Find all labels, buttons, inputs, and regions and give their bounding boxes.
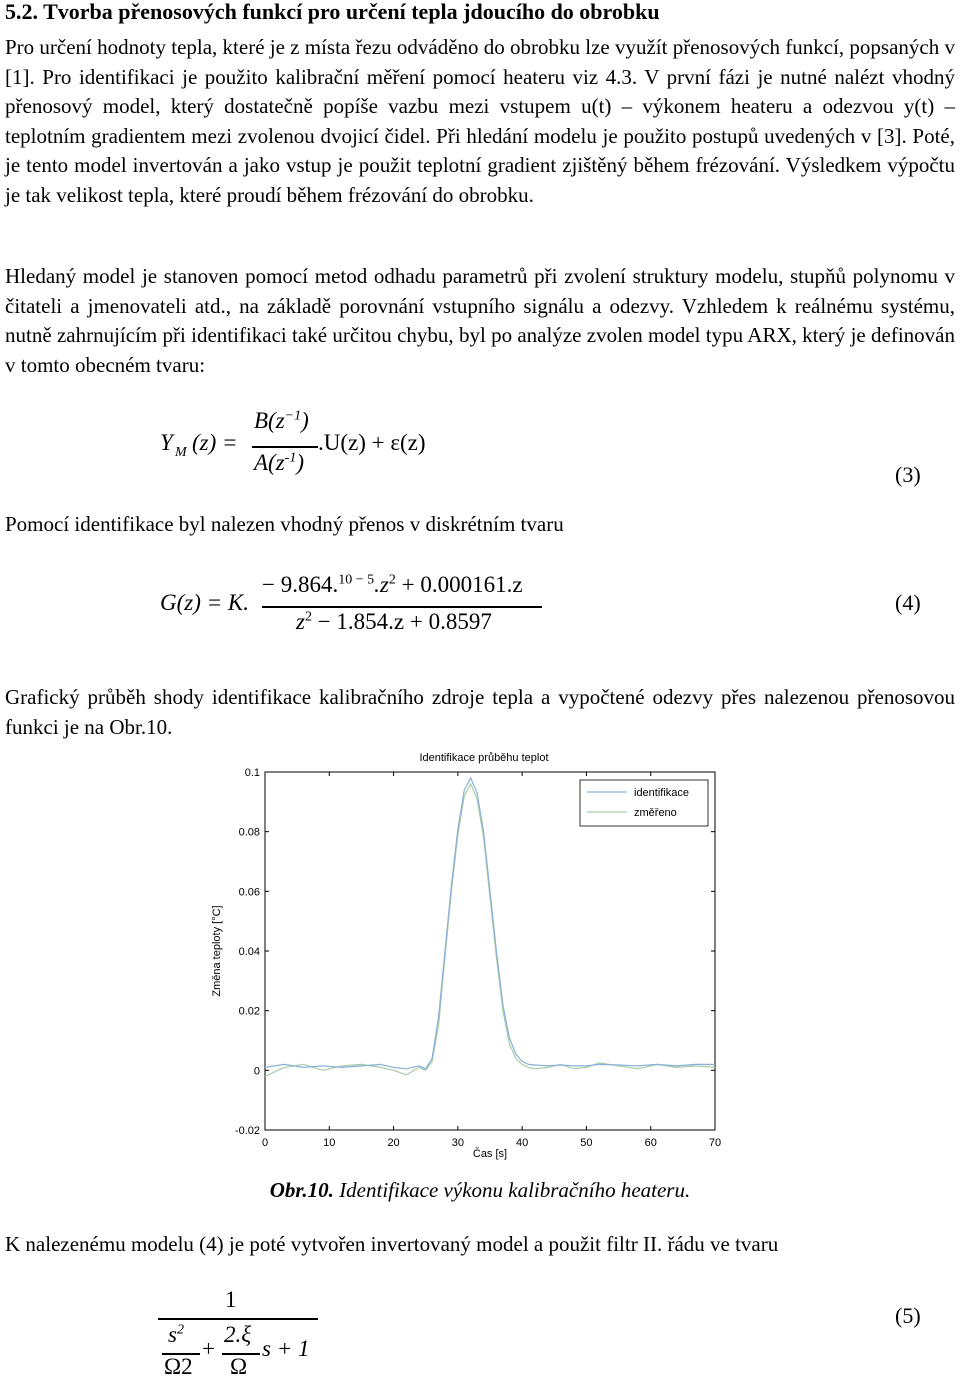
eq3-rhs: .U(z) + ε(z)	[318, 430, 426, 455]
figure-caption: Obr.10. Identifikace výkonu kalibračního heateru.	[269, 1178, 691, 1202]
eq3-lhs-sub: M	[175, 445, 187, 460]
x-tick-label: 50	[580, 1137, 593, 1149]
eq3-numerator: $B(z^{-1})$	[254, 408, 309, 433]
y-tick-label: 0.06	[238, 886, 260, 899]
paragraph-intro: Pro určení hodnoty tepla, které je z místa řezu odváděno do obrobku lze využít přenosových funkcí, popsaných v [1]. Pro identifikaci je použito kalibrační měření pomocí heateru viz 4.3. V první fázi je nutné nalézt vhodný přenosový model, který dostatečně popíše vazbu mezi vstupem u(t) – výkonem heateru a odezvou y(t) – teplotním gradientem mezi zvolenou dvojicí čidel. Při hledání modelu je použito postupů uvedených v [3]. Poté, je tento model invertován a jako vstup je použit teplotní gradient zjištěný během frézování. Výsledkem výpočtu je tak velikost tepla, které proudí během frézování do obrobku.	[5, 35, 955, 207]
paragraph-model: Hledaný model je stanoven pomocí metod odhadu parametrů při zvolení struktury modelu, stupňů polynomu v čitateli a jmenovateli atd., na základě porovnání vstupního signálu a odezvy. Vzhledem k reálnému systému, nutně zahrnujícím při identifikaci také určitou chybu, byl po analýze zvolen model typu ARX, který je definován v tomto obecném tvaru:	[5, 264, 955, 377]
eq5-main-fraction-bar	[158, 1318, 318, 1320]
eq5-tail: s + 1	[262, 1336, 310, 1361]
chart-title: Identifikace průběhu teplot	[419, 752, 549, 764]
eq3-denominator: $A(z^{-1})$	[254, 450, 305, 475]
legend-label-zmereno: změřeno	[634, 807, 677, 819]
legend	[580, 780, 708, 826]
x-tick-label: 70	[708, 1137, 722, 1149]
y-tick-label: 0.02	[238, 1005, 260, 1018]
eq5-s2: $s^2$	[168, 1322, 184, 1347]
x-tick-label: 30	[451, 1137, 464, 1149]
y-tick-label: 0.04	[238, 946, 260, 958]
y-axis-label: Změna teploty [°C]	[211, 905, 223, 997]
legend-label-identifikace: identifikace	[634, 787, 690, 799]
paragraph-filter: K nalezenému modelu (4) je poté vytvořen invertovaný model a použit filtr II. řádu ve tvaru	[5, 1232, 779, 1256]
section-heading: 5.2. Tvorba přenosových funkcí pro určení tepla jdoucího do obrobku	[5, 0, 660, 24]
eq5-xi: 2.ξ	[224, 1322, 252, 1347]
y-tick-label: 0.08	[238, 826, 260, 839]
paragraph-figure-ref: Grafický průběh shody identifikace kalibračního zdroje tepla a vypočtené odezvy přes nalezenou přenosovou funkci je na Obr.10.	[5, 685, 955, 739]
eq5-number: (5)	[895, 1303, 921, 1328]
eq5-plus: +	[202, 1336, 215, 1361]
eq4-fraction-bar	[262, 606, 542, 608]
x-tick-label: 20	[387, 1137, 400, 1149]
eq4-number: (4)	[895, 590, 921, 615]
eq3-number: (3)	[895, 462, 921, 487]
eq3-lhs-arg: (z) =	[192, 430, 238, 455]
eq4-lhs: G(z) = K.	[160, 590, 249, 615]
x-tick-label: 10	[323, 1137, 336, 1149]
x-tick-label: 40	[516, 1137, 529, 1149]
eq3-fraction-bar	[252, 446, 318, 448]
x-tick-label: 60	[644, 1137, 657, 1149]
eq4-numerator: − $9.864.^{10 - 5}.z^2 + 0.000161.z$	[262, 572, 523, 597]
eq5-xi-den: Ω	[230, 1354, 248, 1379]
eq5-top: 1	[225, 1287, 237, 1312]
x-axis-label: Čas [s]	[472, 1148, 508, 1160]
y-tick-label: 0.1	[244, 767, 260, 779]
eq4-denominator: $z^2 - 1.854.z + 0.8597$	[296, 609, 492, 634]
eq5-s2-den: Ω2	[164, 1354, 193, 1379]
y-tick-label: 0	[253, 1065, 260, 1078]
y-tick-label: -0.02	[234, 1125, 260, 1137]
x-tick-label: 0	[261, 1137, 269, 1149]
paragraph-discrete: Pomocí identifikace byl nalezen vhodný přenos v diskrétním tvaru	[5, 512, 564, 536]
eq3-lhs-y: Y	[160, 430, 173, 455]
identification-chart	[200, 740, 760, 1170]
